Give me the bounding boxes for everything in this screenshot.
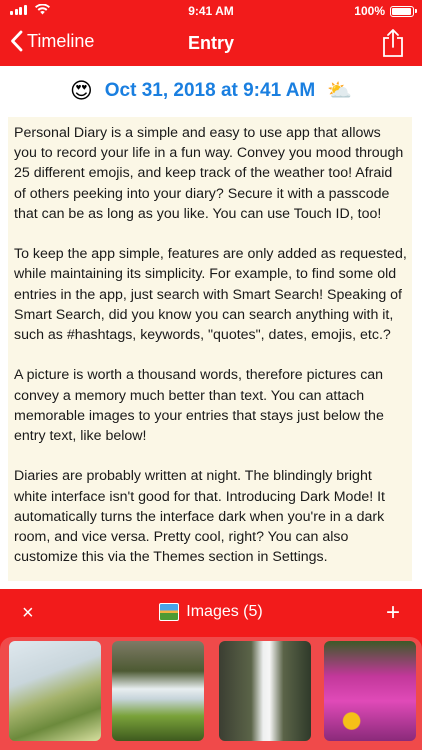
close-icon: × bbox=[22, 602, 34, 624]
entry-text-area[interactable] bbox=[8, 117, 412, 581]
image-thumbnail-flowers[interactable] bbox=[324, 641, 416, 741]
weather-emoji-icon[interactable]: ⛅ bbox=[327, 80, 353, 102]
chevron-left-icon bbox=[10, 30, 23, 52]
image-thumbnail-waterfall-cliff[interactable] bbox=[219, 641, 311, 741]
entry-paragraph: To keep the app simple, features are only added as requested, while maintaining its simplicity. For example, to find some old entries in the app, just search with Smart Search! Speaking of Smart Search, did you know you can search anything with it, such as #hashtags, keywords, "quotes", dates, emojis, etc.? bbox=[14, 246, 407, 344]
image-thumbnail-coast[interactable] bbox=[9, 641, 101, 741]
status-time: 9:41 AM bbox=[188, 4, 234, 18]
add-image-button[interactable] bbox=[386, 599, 400, 627]
plus-icon: + bbox=[385, 599, 400, 626]
picture-icon bbox=[159, 603, 179, 621]
entry-paragraph: Diaries are probably written at night. The blindingly bright white interface isn't good for that. Introducing Dark Mode! It automatically turns the interface dark when you're in a dark room, and vice versa. Pretty cool, right? You can also customize this via the Themes section in Settings. bbox=[14, 468, 385, 566]
image-thumbnail-waterfall[interactable] bbox=[112, 641, 204, 741]
navigation-bar bbox=[0, 0, 422, 66]
entry-date[interactable]: Oct 31, 2018 at 9:41 AM bbox=[104, 80, 316, 101]
share-button[interactable] bbox=[382, 28, 404, 63]
page-title: Entry bbox=[187, 33, 234, 53]
entry-paragraph: A picture is worth a thousand words, therefore pictures can convey a memory much better than text. You can attach memorable images to your entries that stays just below the entry text, like below! bbox=[14, 367, 384, 445]
status-right bbox=[354, 4, 414, 18]
battery-fill bbox=[392, 8, 411, 15]
back-button-label: Timeline bbox=[27, 30, 95, 51]
battery-percent: 100% bbox=[354, 4, 385, 18]
status-bar bbox=[0, 0, 422, 22]
nav-row bbox=[0, 22, 422, 66]
entry-header bbox=[0, 76, 422, 106]
entry-paragraph: Personal Diary is a simple and easy to use app that allows you to record your life in a fun way. Convey you mood through 25 different emojis, and keep track of the weather too! Afraid of others peeking into your diary? Secure it with a passcode that can be as long as you like. You can use Touch ID, too! bbox=[14, 125, 404, 222]
images-count-label: Images (5) bbox=[186, 603, 263, 620]
share-icon bbox=[382, 28, 404, 58]
mood-emoji-icon[interactable]: 😍 bbox=[69, 78, 93, 103]
images-header bbox=[0, 603, 422, 621]
battery-icon bbox=[390, 6, 414, 17]
image-thumbnails[interactable] bbox=[0, 637, 422, 750]
back-button[interactable] bbox=[10, 30, 94, 52]
